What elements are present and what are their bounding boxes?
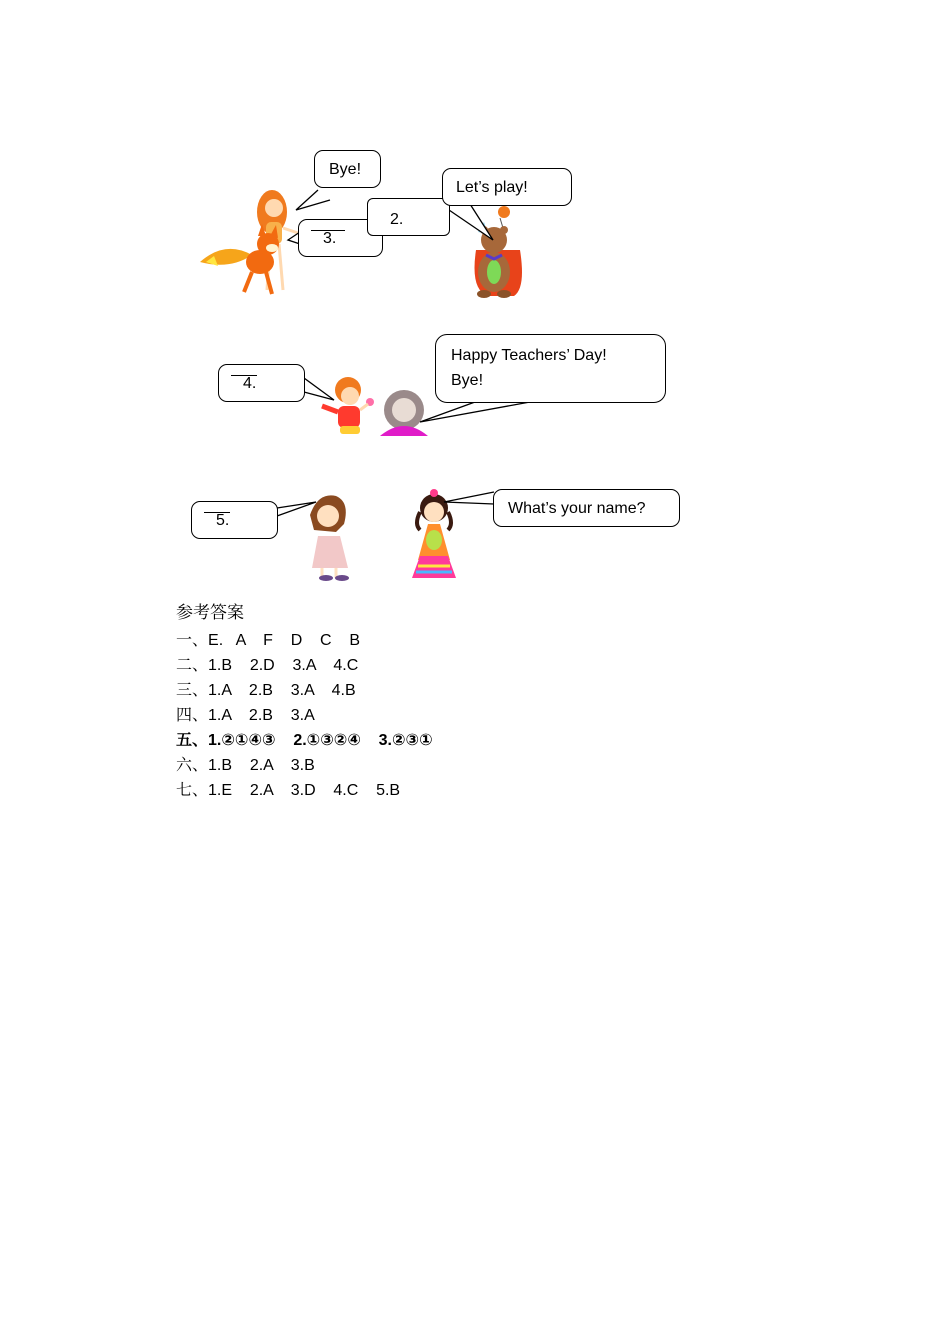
girl-with-ponytail-image <box>310 495 349 581</box>
answer-key <box>176 600 433 802</box>
answer-blank-3[interactable]: 3. <box>311 230 345 231</box>
answer-line-7: 七、1.E 2.A 3.D 4.C 5.B <box>176 780 401 799</box>
speech-bubble-bye <box>314 150 381 188</box>
teacher-character-image <box>380 390 428 436</box>
illustration-layer <box>0 0 950 600</box>
fox-character-image <box>200 224 279 294</box>
bubble-text-happy-teachers-day: Happy Teachers’ Day! <box>451 347 607 364</box>
scene3-bubble-tails <box>277 492 494 516</box>
answer-line-3: 三、1.A 2.B 3.A 4.B <box>176 680 356 699</box>
speech-bubble-blank-2 <box>367 198 450 236</box>
answer-blank-4[interactable]: 4. <box>231 375 257 376</box>
answer-line-4: 四、1.A 2.B 3.A <box>176 705 315 724</box>
bubble-text-whats-your-name: What’s your name? <box>508 500 646 517</box>
answer-blank-5[interactable]: 5. <box>204 512 230 513</box>
answer-line-6: 六、1.B 2.A 3.B <box>176 755 315 774</box>
bubble-text-lets-play: Let’s play! <box>456 179 528 196</box>
answer-key-title: 参考答案 <box>176 603 244 623</box>
bubble-text-bye-2: Bye! <box>451 372 484 389</box>
child-character-image <box>322 377 374 434</box>
answer-line-1: 一、E. A F D C B <box>176 630 361 649</box>
speech-bubble-happy-teachers-day <box>435 334 666 403</box>
bubble-text-bye: Bye! <box>329 161 362 178</box>
bear-character-image <box>475 206 523 298</box>
speech-bubble-blank-5 <box>191 501 278 539</box>
answer-line-5: 五、1.②①④③ 2.①③②④ 3.②③① <box>176 730 433 749</box>
answer-blank-2[interactable]: 2. <box>390 211 404 228</box>
answer-line-2: 二、1.B 2.D 3.A 4.C <box>176 655 359 674</box>
speech-bubble-blank-4 <box>218 364 305 402</box>
speech-bubble-lets-play <box>442 168 572 206</box>
speech-bubble-whats-your-name <box>493 489 680 527</box>
